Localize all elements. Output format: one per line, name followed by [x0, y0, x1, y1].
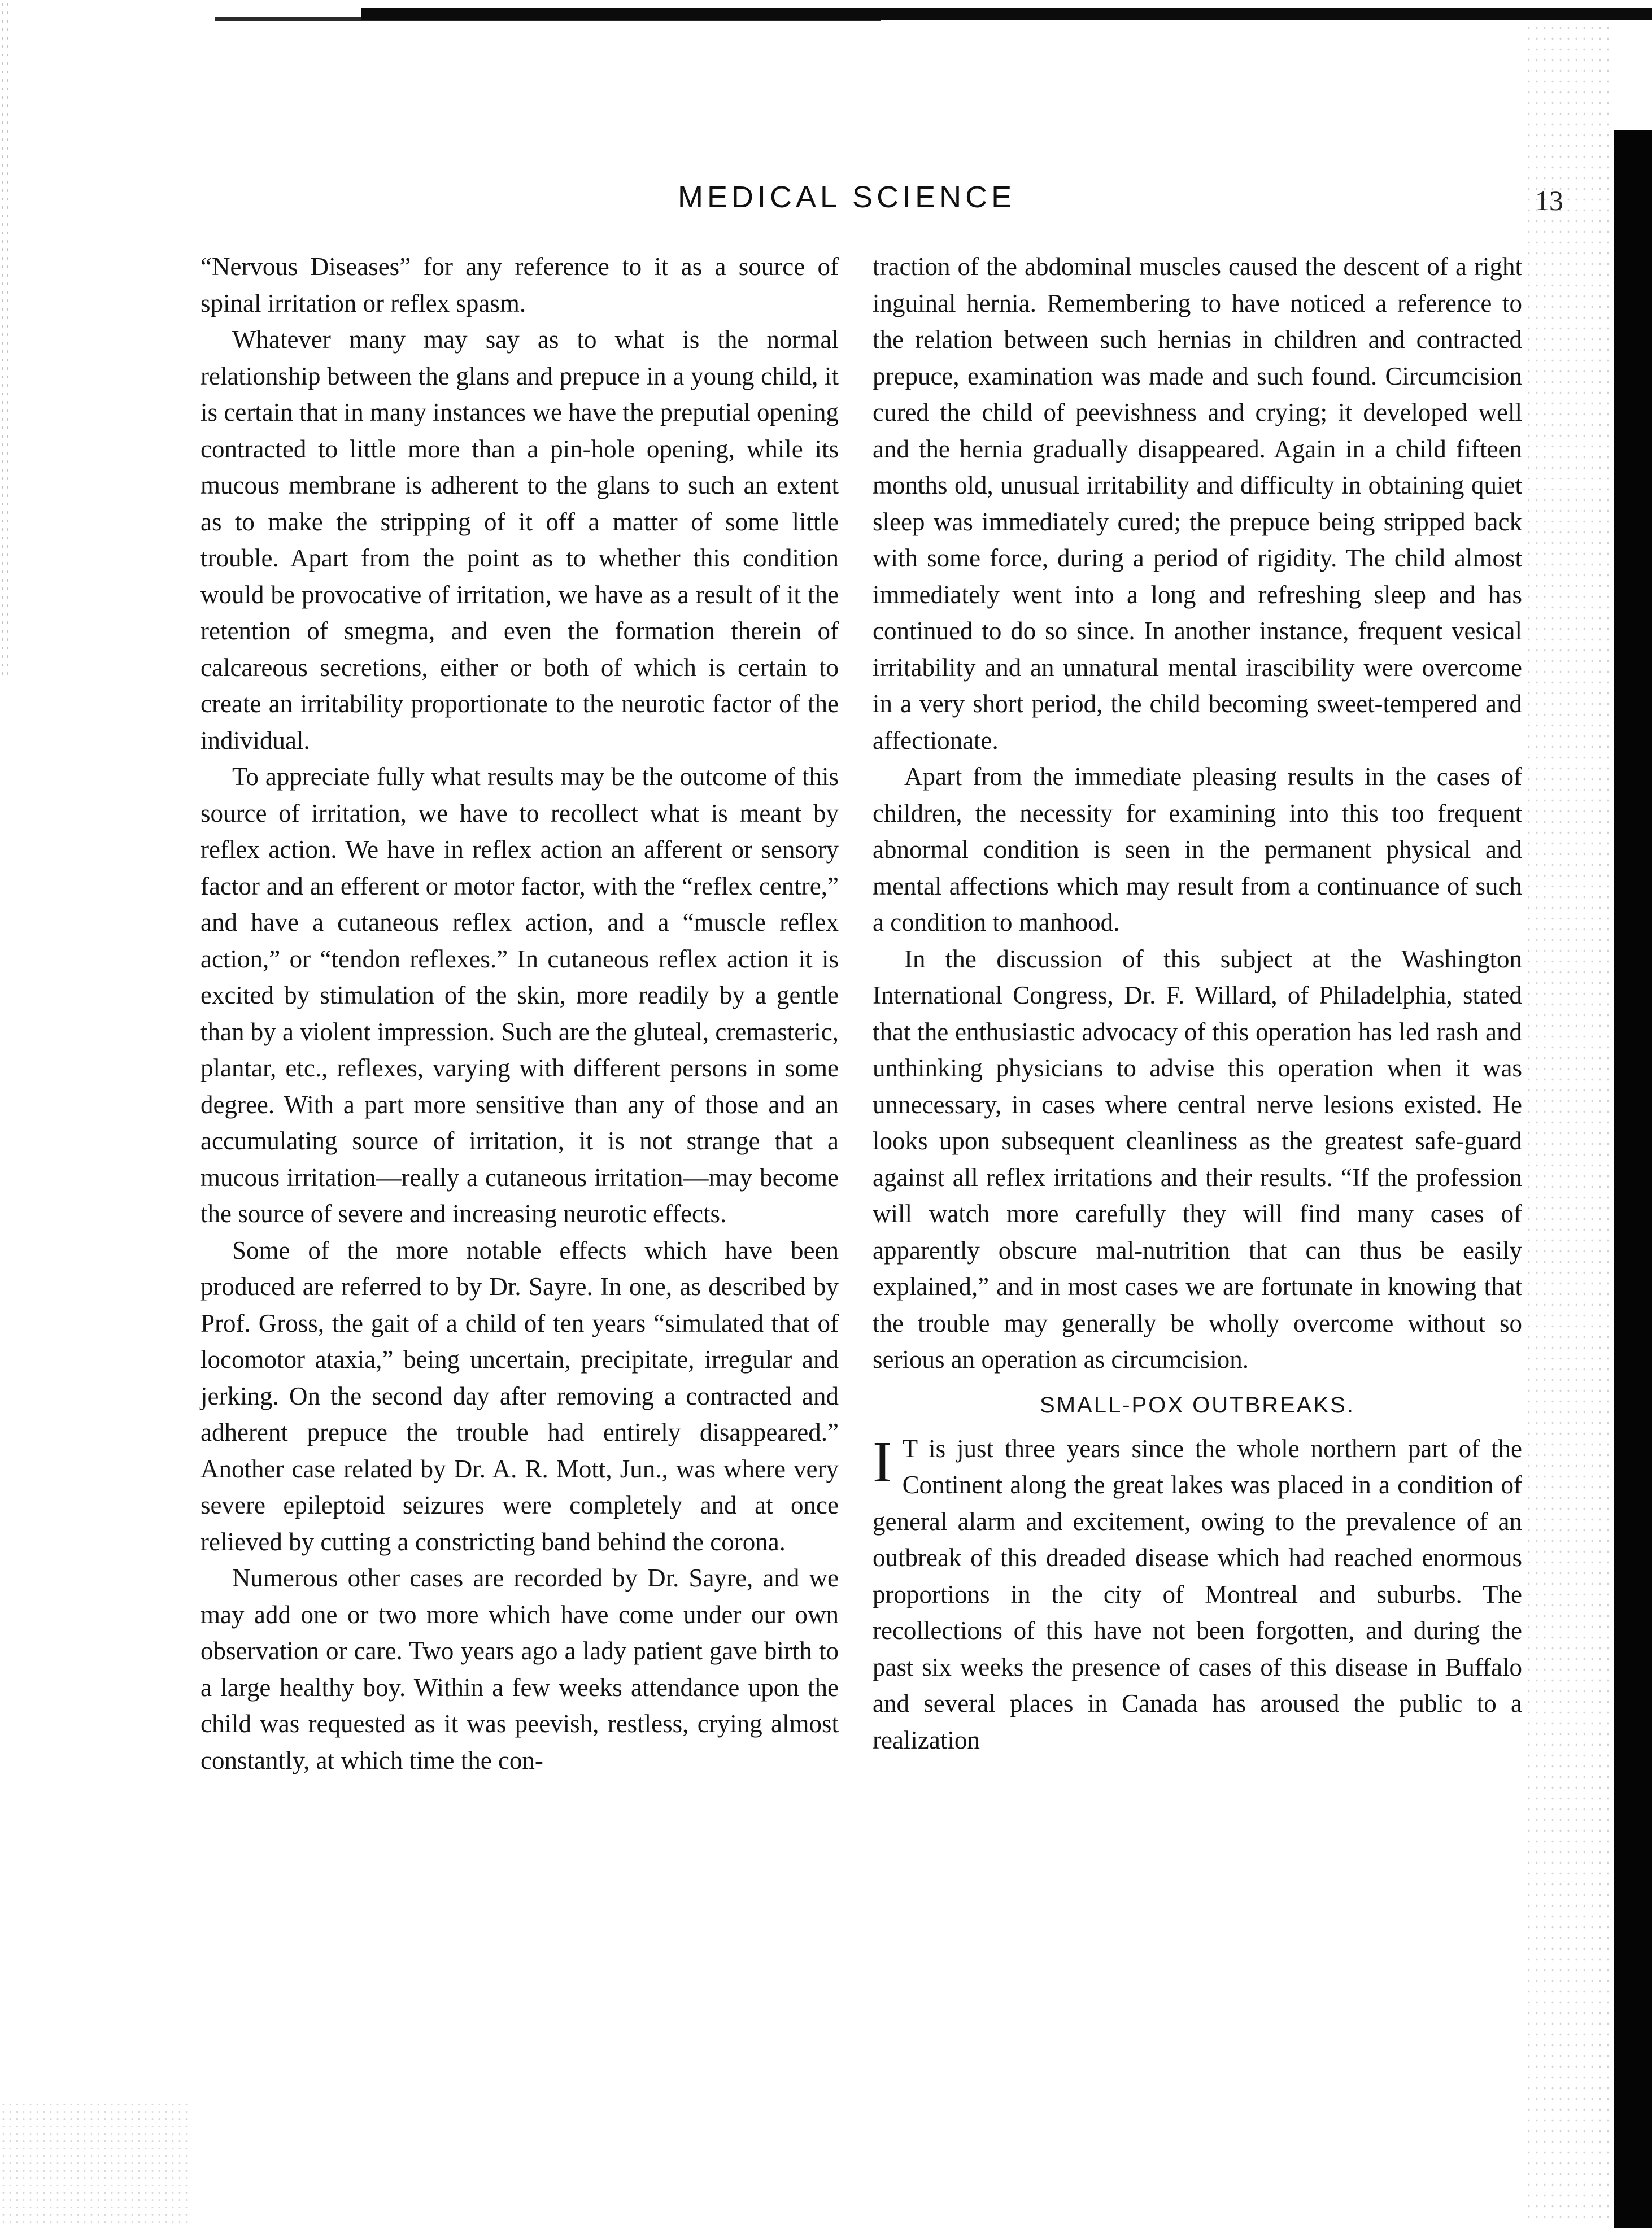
right-column — [873, 248, 1522, 1758]
paragraph: Numerous other cases are recorded by Dr. Sayre, and we may add one or two more which have come under our own observation or care. Two years ago a lady patient gave birth to a large healthy boy. Within a few weeks attendance upon the child was requested as it was peevish, restless, crying almost constantly, at which time the con- — [200, 1564, 839, 1774]
scan-left-speckle — [0, 0, 12, 678]
scan-top-rule — [361, 8, 1652, 20]
section-first-paragraph-text: T is just three years since the whole northern part of the Continent along the great lakes was placed in a condition of general alarm and excitement, owing to the prevalence of an outbreak of this dreaded disease which had reached enormous proportions in the city of Montreal and suburbs. The recollections of this have not been forgotten, and during the past six weeks the presence of cases of this disease in Buffalo and several places in Canada has aroused the public to a realization — [873, 1434, 1522, 1754]
running-title: MEDICAL SCIENCE — [678, 180, 1016, 214]
paragraph: “Nervous Diseases” for any reference to it as a source of spinal irritation or reflex spasm. — [200, 252, 839, 317]
drop-cap: I — [873, 1429, 892, 1494]
section-first-paragraph — [873, 1431, 1522, 1759]
section-heading: SMALL-POX OUTBREAKS. — [1040, 1392, 1355, 1418]
paragraph: To appreciate fully what results may be the outcome of this source of irritation, we have to recollect what is meant by reflex action. We have in reflex action an afferent or sensory factor and an efferent or motor factor, with the “reflex centre,” and have a cutaneous reflex action, and a “muscle reflex action,” or “tendon reflexes.” In cutaneous reflex action it is excited by stimulation of the skin, more readily by a gentle than by a violent impression. Such are the gluteal, cremasteric, plantar, etc., reflexes, varying with different persons in some degree. With a part more sensitive than any of those and an accumulating source of irritation, it is not strange that a mucous irritation—really a cutaneous irritation—may become the source of severe and increasing neurotic effects. — [200, 762, 839, 1228]
scan-bottom-speckle — [0, 2101, 192, 2228]
scan-right-edge-bar — [1614, 130, 1652, 2228]
page-number: 13 — [1535, 185, 1563, 216]
paragraph: Whatever many may say as to what is the normal relationship between the glans and prepuce in a young child, it is certain that in many instances we have the preputial opening contracted to little more than a pin-hole opening, while its mucous membrane is adherent to the glans to such an extent as to make the stripping of it off a matter of some little trouble. Apart from the point as to whether this condition would be provocative of irritation, we have as a result of it the retention of smegma, and even the formation therein of calcareous secretions, either or both of which is certain to create an irritability proportionate to the neurotic factor of the individual. — [200, 325, 839, 755]
scan-right-speckle — [1525, 23, 1615, 2225]
paragraph: In the discussion of this subject at the Washington International Congress, Dr. F. Willard, of Philadelphia, stated that the enthusiastic advocacy of this operation has led rash and unthinking physicians to advise this operation when it was unnecessary, in cases where central nerve lesions existed. He looks upon subsequent cleanliness as the greatest safe-guard against all reflex irritations and their results. “If the profession will watch more carefully they will find many cases of apparently obscure mal-nutrition that can thus be easily explained,” and in most cases we are fortunate in knowing that the trouble may generally be wholly overcome without so serious an operation as circumcision. — [873, 944, 1522, 1374]
paragraph: Some of the more notable effects which have been produced are referred to by Dr. Sayre. In one, as described by Prof. Gross, the gait of a child of ten years “simulated that of locomotor ataxia,” being uncertain, precipitate, irregular and jerking. On the second day after removing a contracted and adherent prepuce the trouble had entirely disappeared.” Another case related by Dr. A. R. Mott, Jun., was where very severe epileptoid seizures were completely and at once relieved by cutting a constricting band behind the corona. — [200, 1236, 839, 1556]
paragraph: Apart from the immediate pleasing results in the cases of children, the necessity for examining into this too frequent abnormal condition is seen in the permanent physical and mental affections which may result from a continuance of such a condition to manhood. — [873, 762, 1522, 936]
left-column — [200, 248, 839, 1778]
paragraph: traction of the abdominal muscles caused the descent of a right inguinal hernia. Remembering to have noticed a reference to the relation between such hernias in children and contracted prepuce, examination was made and such found. Circumcision cured the child of peevishness and crying; it developed well and the hernia gradually disappeared. Again in a child fifteen months old, unusual irritability and difficulty in obtaining quiet sleep was immediately cured; the prepuce being stripped back with some force, during a period of rigidity. The child almost immediately went into a long and refreshing sleep and has continued to do so since. In another instance, frequent vesical irritability and an unnatural mental irascibility were overcome in a very short period, the child becoming sweet-tempered and affectionate. — [873, 252, 1522, 755]
